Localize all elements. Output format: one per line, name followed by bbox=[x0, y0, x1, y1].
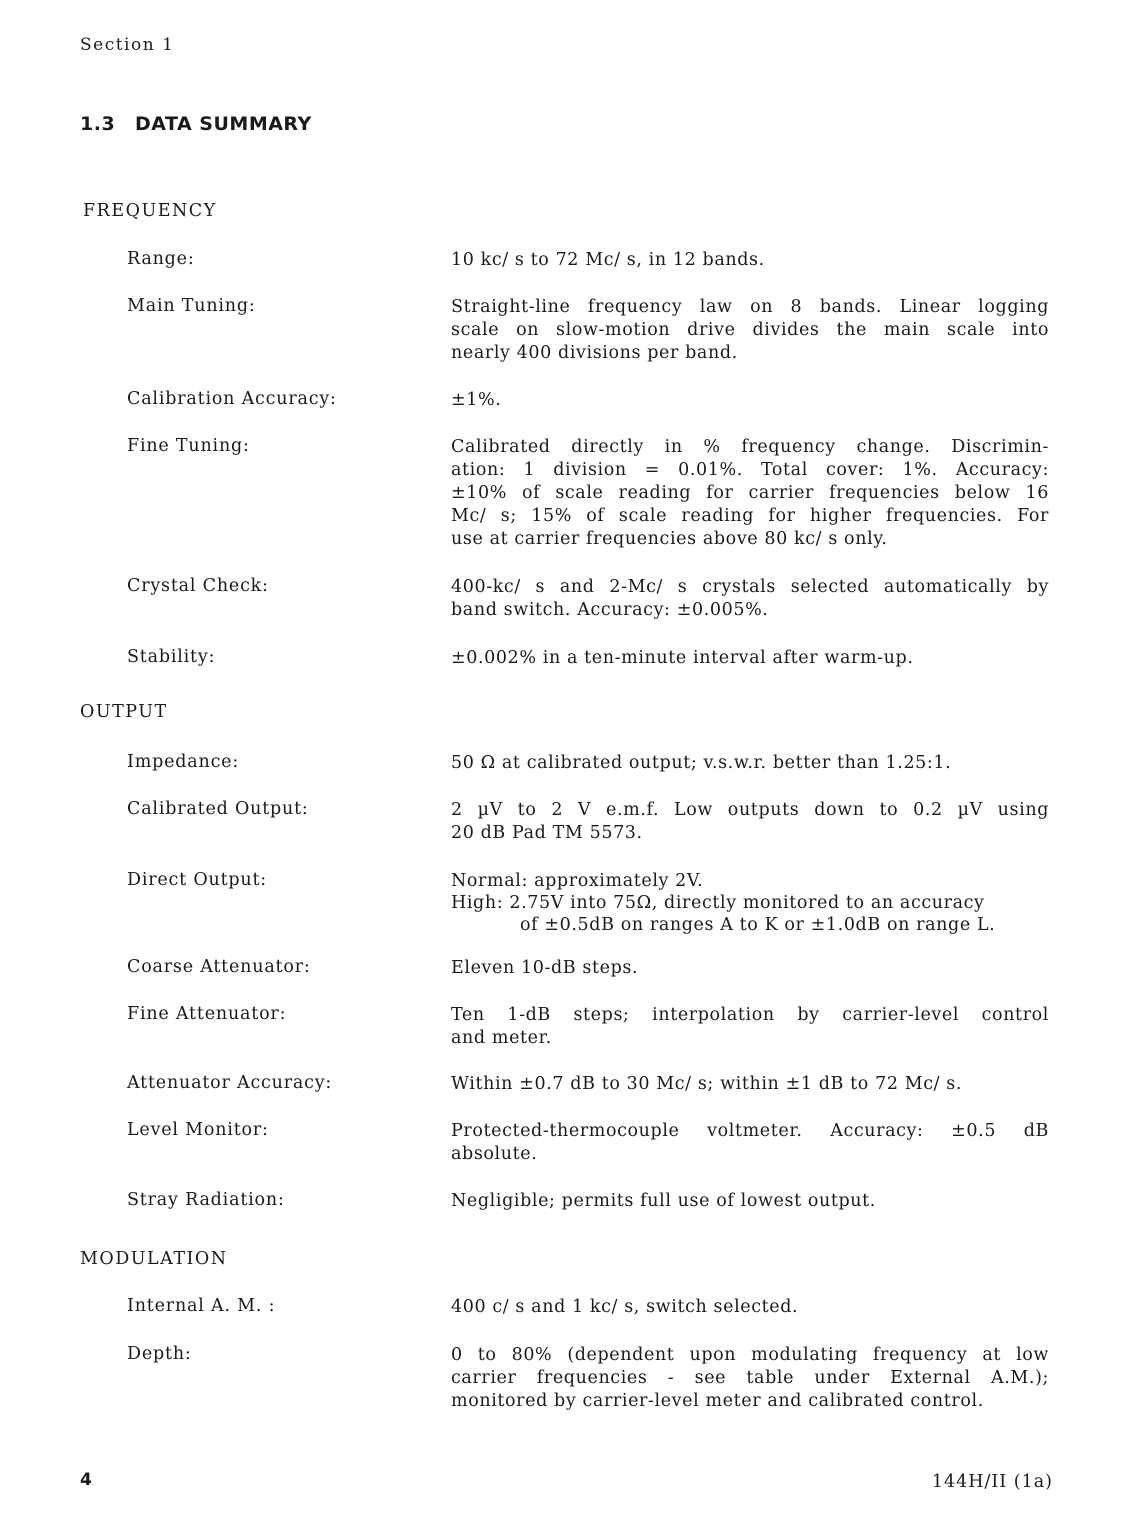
stability-value bbox=[451, 647, 1049, 670]
level-monitor-label: Level Monitor: bbox=[127, 1120, 269, 1140]
value-line: Ten 1-dB steps; interpolation by carrier-level control bbox=[451, 1005, 1049, 1025]
impedance-label: Impedance: bbox=[127, 752, 240, 772]
attenuator-accuracy-value bbox=[451, 1073, 1049, 1096]
value-line: ±1%. bbox=[451, 390, 502, 410]
value-line: ±0.002% in a ten-minute interval after warm-up. bbox=[451, 648, 914, 668]
depth-label: Depth: bbox=[127, 1344, 192, 1364]
impedance-value bbox=[451, 752, 1049, 775]
value-line: 400 c/ s and 1 kc/ s, switch selected. bbox=[451, 1297, 799, 1317]
range-value bbox=[451, 249, 1049, 272]
value-line: High: 2.75V into 75Ω, directly monitored to an accuracy bbox=[451, 893, 985, 913]
frequency-heading: FREQUENCY bbox=[83, 201, 217, 221]
value-line: Protected-thermocouple voltmeter. Accuracy: ±0.5 dB bbox=[451, 1121, 1049, 1141]
section-number: 1.3 bbox=[80, 113, 116, 135]
depth-value bbox=[451, 1344, 1049, 1413]
stability-label: Stability: bbox=[127, 647, 216, 667]
range-label: Range: bbox=[127, 249, 195, 269]
direct-output-value bbox=[451, 870, 1049, 936]
value-line: scale on slow-motion drive divides the main scale into bbox=[451, 320, 1049, 340]
crystal-check-label: Crystal Check: bbox=[127, 576, 269, 596]
value-line: Negligible; permits full use of lowest output. bbox=[451, 1191, 876, 1211]
value-line: Normal: approximately 2V. bbox=[451, 871, 704, 891]
coarse-attenuator-value bbox=[451, 957, 1049, 980]
value-line: 0 to 80% (dependent upon modulating frequency at low bbox=[451, 1345, 1049, 1365]
section-title-text: DATA SUMMARY bbox=[135, 113, 312, 135]
direct-output-label: Direct Output: bbox=[127, 870, 267, 890]
value-line: Within ±0.7 dB to 30 Mc/ s; within ±1 dB to 72 Mc/ s. bbox=[451, 1074, 963, 1094]
crystal-check-value bbox=[451, 576, 1049, 622]
coarse-attenuator-label: Coarse Attenuator: bbox=[127, 957, 311, 977]
stray-radiation-value bbox=[451, 1190, 1049, 1213]
fine-attenuator-label: Fine Attenuator: bbox=[127, 1004, 287, 1024]
internal-am-label: Internal A. M. : bbox=[127, 1296, 276, 1316]
main-tuning-label: Main Tuning: bbox=[127, 296, 256, 316]
fine-tuning-label: Fine Tuning: bbox=[127, 436, 250, 456]
value-line: 10 kc/ s to 72 Mc/ s, in 12 bands. bbox=[451, 250, 765, 270]
value-line: Mc/ s; 15% of scale reading for higher frequencies. For bbox=[451, 506, 1049, 526]
document-code: 144H/II (1a) bbox=[931, 1472, 1053, 1492]
modulation-heading: MODULATION bbox=[80, 1249, 228, 1269]
value-line: Calibrated directly in % frequency change. Discrimin- bbox=[451, 437, 1049, 457]
value-line: monitored by carrier-level meter and calibrated control. bbox=[451, 1391, 984, 1411]
value-line: 50 Ω at calibrated output; v.s.w.r. better than 1.25:1. bbox=[451, 753, 952, 773]
value-line: use at carrier frequencies above 80 kc/ s only. bbox=[451, 529, 888, 549]
value-line: carrier frequencies - see table under External A.M.); bbox=[451, 1368, 1049, 1388]
internal-am-value bbox=[451, 1296, 1049, 1319]
value-line: and meter. bbox=[451, 1028, 552, 1048]
calibration-accuracy-label: Calibration Accuracy: bbox=[127, 389, 337, 409]
section-title bbox=[80, 113, 312, 135]
value-line: 20 dB Pad TM 5573. bbox=[451, 823, 643, 843]
section-header: Section 1 bbox=[80, 35, 175, 55]
value-line: nearly 400 divisions per band. bbox=[451, 343, 738, 363]
stray-radiation-label: Stray Radiation: bbox=[127, 1190, 285, 1210]
output-heading: OUTPUT bbox=[80, 702, 168, 722]
value-line: absolute. bbox=[451, 1144, 538, 1164]
value-line: of ±0.5dB on ranges A to K or ±1.0dB on range L. bbox=[520, 915, 996, 935]
calibrated-output-value bbox=[451, 799, 1049, 845]
fine-attenuator-value bbox=[451, 1004, 1049, 1050]
value-line: 400-kc/ s and 2-Mc/ s crystals selected automatically by bbox=[451, 577, 1049, 597]
calibration-accuracy-value bbox=[451, 389, 1049, 412]
value-line: ±10% of scale reading for carrier frequencies below 16 bbox=[451, 483, 1049, 503]
main-tuning-value bbox=[451, 296, 1049, 365]
level-monitor-value bbox=[451, 1120, 1049, 1166]
value-line: band switch. Accuracy: ±0.005%. bbox=[451, 600, 769, 620]
value-line: Eleven 10-dB steps. bbox=[451, 958, 639, 978]
value-line: 2 µV to 2 V e.m.f. Low outputs down to 0.2 µV using bbox=[451, 800, 1049, 820]
attenuator-accuracy-label: Attenuator Accuracy: bbox=[127, 1073, 333, 1093]
fine-tuning-value bbox=[451, 436, 1049, 551]
value-line: ation: 1 division = 0.01%. Total cover: 1%. Accuracy: bbox=[451, 460, 1049, 480]
page-number: 4 bbox=[80, 1470, 92, 1490]
calibrated-output-label: Calibrated Output: bbox=[127, 799, 309, 819]
value-line: Straight-line frequency law on 8 bands. Linear logging bbox=[451, 297, 1049, 317]
